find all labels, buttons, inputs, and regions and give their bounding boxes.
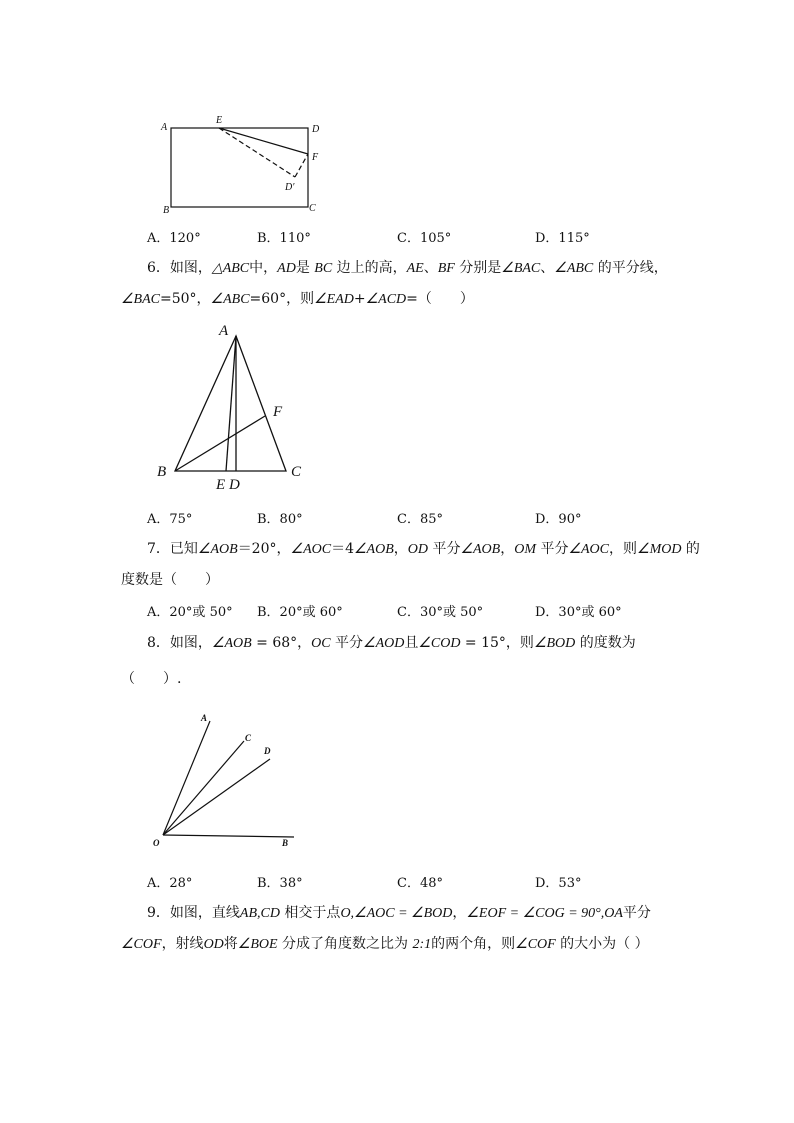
math: ∠COF <box>121 937 162 952</box>
label-C: C <box>291 464 302 480</box>
text: ＝20°， <box>237 541 291 557</box>
math: ∠BOD <box>533 636 576 651</box>
math: ∠AOB <box>197 542 238 557</box>
math: BF <box>437 261 455 276</box>
q9-line-2 <box>121 934 649 955</box>
math: ∠BOE <box>237 937 278 952</box>
text: =50°， <box>160 291 211 307</box>
text: 7．已知 <box>147 541 198 557</box>
text: 8．如图， <box>147 635 212 651</box>
q5-option-d[interactable]: D．115° <box>535 231 590 246</box>
q7-option-b[interactable]: B．20°或 60° <box>257 605 343 620</box>
q7-line-1 <box>147 539 700 560</box>
math: ∠EOF = ∠COG = 90°,OA <box>466 906 623 921</box>
q5-rectangle-figure <box>150 112 340 217</box>
q8-angle-figure <box>148 707 308 852</box>
q6-option-c[interactable]: C．85° <box>397 512 443 527</box>
math: ∠AOB <box>460 542 501 557</box>
text: 且 <box>404 635 419 651</box>
q6-options <box>147 508 767 528</box>
text: 、 <box>540 260 555 276</box>
q8-options <box>147 872 767 892</box>
math: 2:1 <box>412 937 432 952</box>
text: ， <box>500 541 515 557</box>
text: 的平分线， <box>593 260 668 276</box>
label-F: F <box>273 404 283 420</box>
label-D-prime: D′ <box>285 182 295 193</box>
text: 分别是 <box>454 260 502 276</box>
q7-option-a[interactable]: A．20°或 50° <box>147 605 233 620</box>
text: ＝4 <box>331 541 354 557</box>
q8-angle-svg <box>148 707 308 852</box>
label-E: E <box>216 477 226 493</box>
q7-option-c[interactable]: C．30°或 50° <box>397 605 484 620</box>
q8-option-c[interactable]: C．48° <box>397 876 443 891</box>
text: 相交于点 <box>279 905 341 921</box>
math: ∠EAD <box>314 292 354 307</box>
text: = 68°， <box>251 635 312 651</box>
math: ∠MOD <box>637 542 682 557</box>
text: 的大小为（ ） <box>555 936 649 952</box>
text: ， <box>393 541 408 557</box>
label-E: E <box>216 115 223 126</box>
label-A: A <box>219 323 229 339</box>
math: ∠ABC <box>210 292 250 307</box>
math: BC <box>314 261 333 276</box>
q6-option-b[interactable]: B．80° <box>257 512 303 527</box>
label-C: C <box>245 733 252 743</box>
text: 9．如图，直线 <box>147 905 240 921</box>
math: ∠COD <box>418 636 461 651</box>
segment-d-prime-f <box>295 154 308 177</box>
math: ∠BAC <box>501 261 541 276</box>
math: ∠BAC <box>121 292 160 307</box>
q7-option-d[interactable]: D．30°或 60° <box>535 605 622 620</box>
segment-bf <box>175 416 265 471</box>
text: 的 <box>681 541 700 557</box>
text: + <box>353 291 366 307</box>
text: 中， <box>249 260 278 276</box>
q6-triangle-svg <box>150 320 310 495</box>
math: OM <box>514 542 536 557</box>
segment-ed-prime <box>219 128 295 177</box>
text: ，射线 <box>161 936 204 952</box>
text: 6．如图， <box>147 260 212 276</box>
label-O: O <box>153 838 160 848</box>
math: OC <box>311 636 331 651</box>
text: =60°，则 <box>249 291 315 307</box>
q8-option-d[interactable]: D．53° <box>535 876 582 891</box>
math: OD <box>203 937 224 952</box>
q5-option-c[interactable]: C．105° <box>397 231 452 246</box>
q6-option-d[interactable]: D．90° <box>535 512 582 527</box>
q8-line-2: （ ）. <box>121 671 182 687</box>
math: ∠AOC <box>568 542 610 557</box>
math: ∠AOC <box>290 542 332 557</box>
q6-triangle-figure <box>150 320 310 495</box>
q9-line-1 <box>147 903 651 924</box>
q5-rectangle-svg <box>150 112 340 217</box>
text: 是 <box>295 260 315 276</box>
text: 平分 <box>536 541 569 557</box>
math: AE <box>406 261 424 276</box>
math: O,∠AOC = ∠BOD <box>340 906 453 921</box>
math: AD <box>277 261 296 276</box>
math: AB,CD <box>239 906 280 921</box>
q8-option-a[interactable]: A．28° <box>147 876 193 891</box>
ray-ob <box>163 835 294 837</box>
q5-option-b[interactable]: B．110° <box>257 231 311 246</box>
text: 平分 <box>330 635 364 651</box>
label-A: A <box>161 122 168 133</box>
text: ， <box>452 905 467 921</box>
math: ∠ABC <box>554 261 594 276</box>
label-D: D <box>264 746 271 756</box>
label-F: F <box>312 152 319 163</box>
label-B: B <box>282 838 289 848</box>
q7-options <box>147 601 767 621</box>
text: 平分 <box>428 541 461 557</box>
text: 的度数为 <box>575 635 636 651</box>
q8-line-1 <box>147 633 636 654</box>
text: ，则 <box>609 541 638 557</box>
q6-line-2 <box>121 289 474 310</box>
math: ∠AOB <box>211 636 252 651</box>
q8-option-b[interactable]: B．38° <box>257 876 303 891</box>
text: 边上的高， <box>332 260 407 276</box>
math: ∠COF <box>515 937 556 952</box>
label-C: C <box>309 203 316 214</box>
q5-options <box>147 227 767 247</box>
ray-oc <box>163 741 244 835</box>
text: 的两个角，则 <box>431 936 516 952</box>
text: 平分 <box>622 905 651 921</box>
label-B: B <box>157 464 167 480</box>
text: = 15°，则 <box>460 635 534 651</box>
text: 、 <box>423 260 438 276</box>
math: ∠AOB <box>354 542 394 557</box>
label-B: B <box>163 205 170 216</box>
math: ∠ACD <box>365 292 407 307</box>
label-A: A <box>201 713 208 723</box>
label-D: D <box>229 477 240 493</box>
q5-option-a[interactable]: A．120° <box>147 231 201 246</box>
text: 分成了角度数之比为 <box>277 936 413 952</box>
q6-line-1 <box>147 258 668 279</box>
math: ∠AOD <box>363 636 405 651</box>
label-D: D <box>312 124 320 135</box>
q6-option-a[interactable]: A．75° <box>147 512 193 527</box>
q7-line-2: 度数是（ ） <box>121 572 219 588</box>
segment-ef <box>219 128 308 154</box>
text: 将 <box>223 936 238 952</box>
text: =（ ） <box>406 291 474 307</box>
math: OD <box>407 542 428 557</box>
math: △ABC <box>211 261 250 276</box>
rectangle-abcd <box>171 128 308 207</box>
